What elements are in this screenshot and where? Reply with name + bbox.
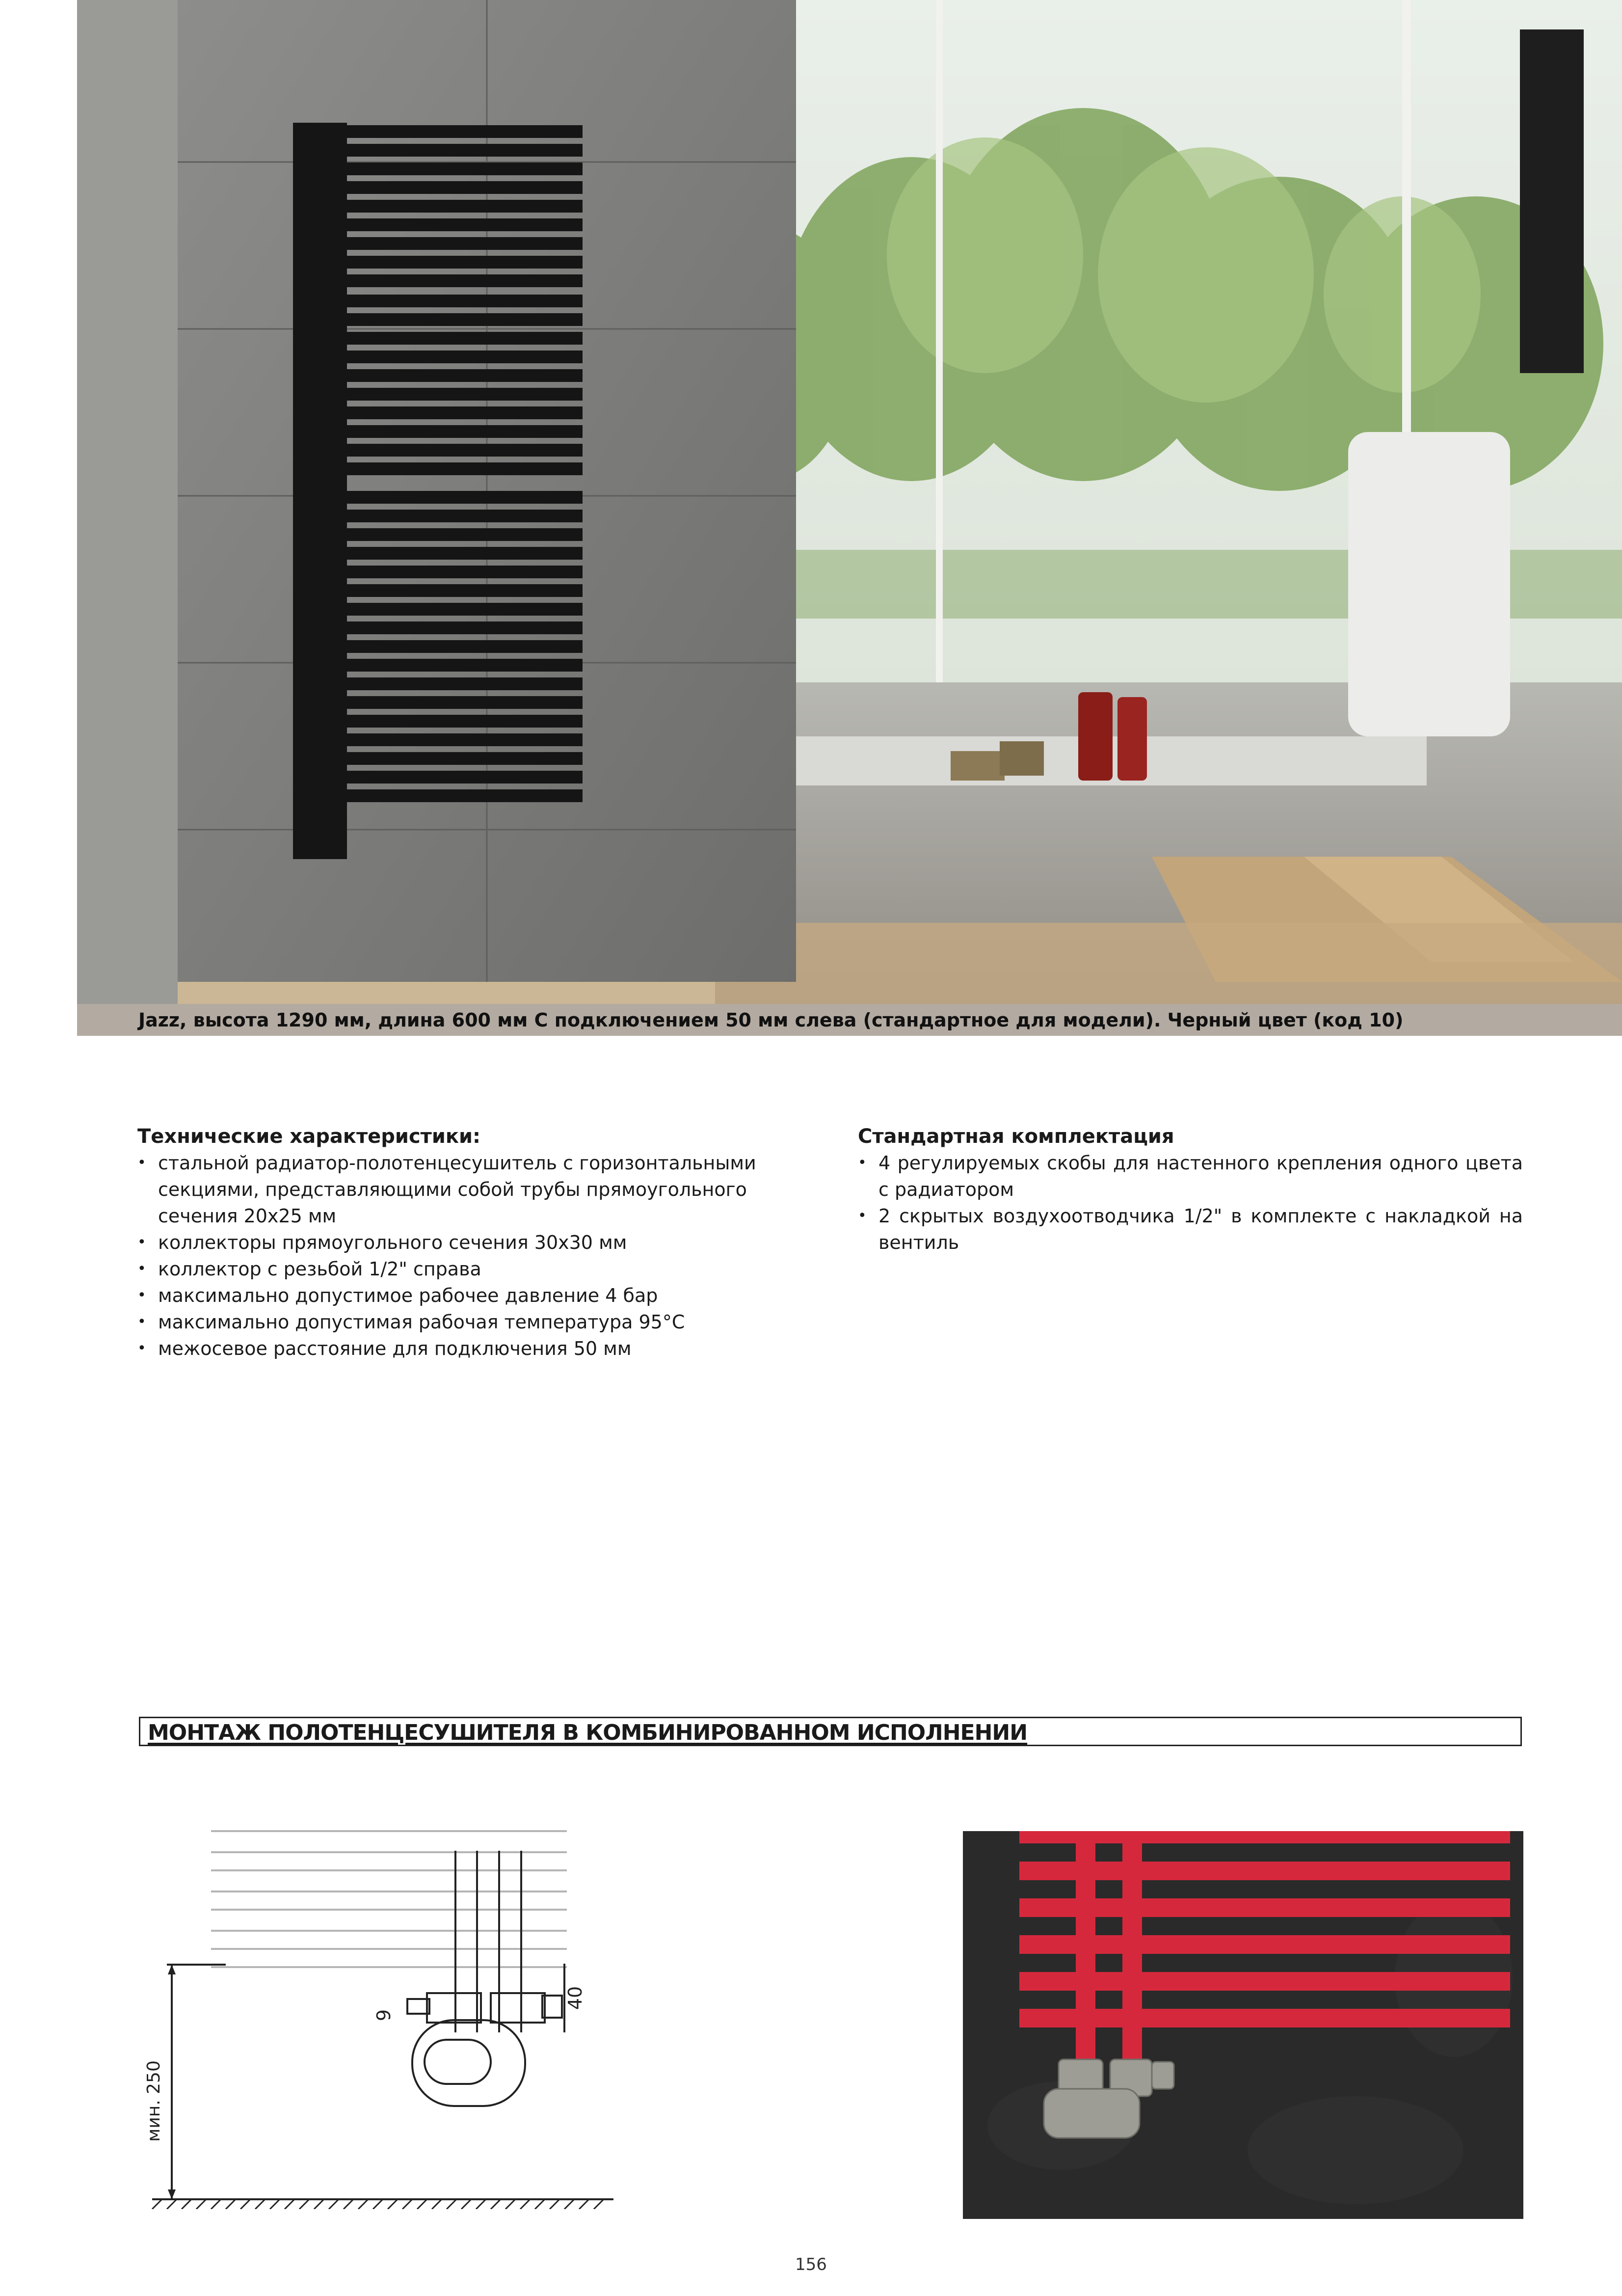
list-item: • коллектор с резьбой 1/2" справа [137,1256,810,1282]
standard-equipment [858,1123,1523,1256]
radiator-bar [293,677,583,690]
list-item: • межосевое расстояние для подключения 50 мм [137,1335,810,1362]
radiator-bar [293,256,583,269]
list-item: • 4 регулируемых скобы для настенного крепления одного цвета с радиатором [858,1150,1523,1203]
radiator-bar [293,332,583,345]
radiator-bar [293,771,583,783]
hero-photo [77,0,1622,1031]
radiator-bar [293,733,583,746]
radiator-bar [293,547,583,560]
technical-specs [137,1123,810,1362]
standard-list [858,1150,1523,1256]
radiator-bar [293,200,583,213]
radiator-bar [293,659,583,672]
radiator-bar [293,640,583,653]
radiator-bar [293,621,583,634]
radiator-bar [293,566,583,578]
radiator-bar [293,162,583,175]
list-item: • максимально допустимая рабочая температура 95°С [137,1309,810,1335]
list-item: • стальной радиатор-полотенцесушитель с горизонтальными секциями, представляющими собой трубы прямоугольного сечения 20х25 мм [137,1150,810,1229]
radiator-bar [293,369,583,382]
radiator-bar [293,406,583,419]
photo-caption: Jazz, высота 1290 мм, длина 600 мм С подключением 50 мм слева (стандартное для модели). Черный цвет (код 10) [138,1009,1404,1031]
dimension-40: 40 [564,1986,586,2010]
specs-list [137,1150,810,1362]
radiator-bar [293,274,583,287]
radiator-bar [293,584,583,597]
list-item: • 2 скрытых воздухоотводчика 1/2" в комплекте с накладкой на вентиль [858,1203,1523,1256]
dimension-min-250: мин. 250 [144,2060,164,2142]
radiator-bar [293,313,583,326]
list-item: • коллекторы прямоугольного сечения 30х30 мм [137,1229,810,1256]
red-radiator-photo [963,1831,1523,2219]
radiator-bar [293,789,583,802]
radiator-bar [293,181,583,194]
mounting-title: МОНТАЖ ПОЛОТЕНЦЕСУШИТЕЛЯ В КОМБИНИРОВАННОМ ИСПОЛНЕНИИ [148,1720,1028,1745]
mounting-drawing [137,1816,628,2209]
radiator-bar [293,696,583,709]
mounting-section-header [139,1717,1522,1746]
radiator-bar [293,144,583,157]
radiator-bar [293,388,583,401]
radiator-bar [293,715,583,728]
radiator-bar [293,237,583,250]
standard-title: Стандартная комплектация [858,1125,1174,1148]
page-number: 156 [795,2255,827,2274]
radiator-bar [293,603,583,616]
radiator-bar [293,125,583,138]
dimension-9: 9 [373,2009,395,2022]
radiator-bar [293,462,583,475]
radiator-bar [293,295,583,307]
photo-caption-bar [77,1004,1622,1036]
list-item: • максимально допустимое рабочее давление 4 бар [137,1282,810,1309]
radiator-bar [293,528,583,541]
radiator-bar [293,425,583,438]
specs-title: Технические характеристики: [137,1125,481,1148]
radiator-bar [293,510,583,522]
radiator-bar [293,444,583,457]
radiator-bar [293,351,583,363]
radiator-bar [293,491,583,504]
radiator-bar [293,218,583,231]
radiator-bar [293,752,583,765]
